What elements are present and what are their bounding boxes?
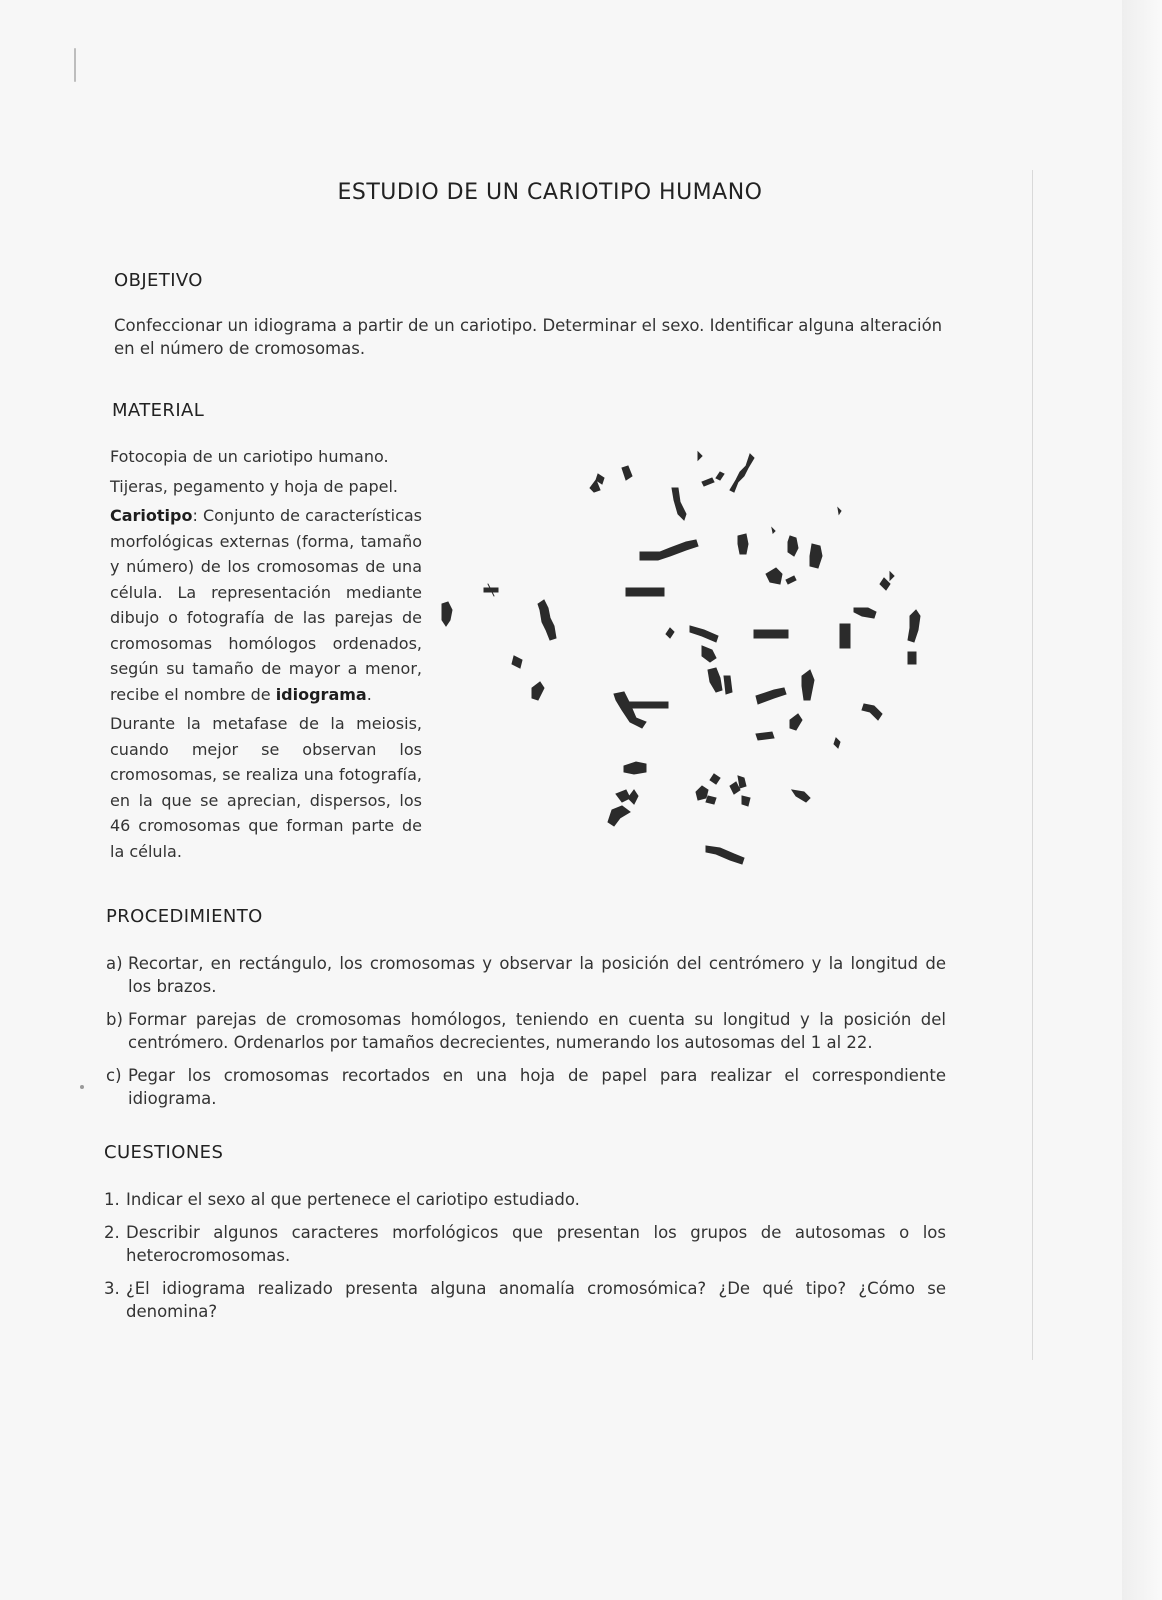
- chromosome: [862, 704, 882, 720]
- chromosome: [838, 508, 841, 514]
- chromosome: [640, 540, 698, 560]
- list-item-text: Recortar, en rectángulo, los cromosomas y observar la posición del centrómero y la longitud de los brazos.: [128, 954, 946, 996]
- chromosome: [730, 454, 754, 492]
- procedimiento-list: [106, 952, 946, 1120]
- list-marker: b): [106, 1010, 123, 1029]
- chromosome: [622, 466, 632, 480]
- list-item: [104, 1277, 946, 1323]
- chromosome: [624, 762, 646, 774]
- cuestiones-heading: CUESTIONES: [104, 1142, 224, 1163]
- chromosome: [772, 528, 775, 533]
- idiograma-term: idiograma: [275, 684, 367, 704]
- procedimiento-heading: PROCEDIMIENTO: [106, 906, 263, 927]
- list-marker: a): [106, 954, 123, 973]
- list-item-text: Formar parejas de cromosomas homólogos, teniendo en cuenta su longitud y la posición del centrómero. Ordenarlos por tamaños decrecientes, numerando los autosomas del 1 al 22.: [128, 1010, 946, 1052]
- list-marker: 3.: [104, 1279, 120, 1298]
- chromosome: [756, 732, 774, 740]
- chromosome: [706, 846, 744, 864]
- chromosome: [666, 628, 674, 638]
- chromosome: [626, 588, 664, 596]
- cariotipo-definition-text: : Conjunto de características morfológicas externas (forma, tamaño y número) de los cromosomas de una célula. La representación mediante dibujo o fotografía de las parejas de cromosomas homólogos ordenados, según su tamaño de mayor a menor, recibe el nombre de: [110, 506, 422, 704]
- material-heading: MATERIAL: [112, 400, 205, 421]
- cariotipo-definition: [110, 503, 422, 707]
- list-item: [106, 1064, 946, 1110]
- chromosome: [792, 790, 810, 802]
- page-title: ESTUDIO DE UN CARIOTIPO HUMANO: [337, 180, 763, 205]
- list-item-text: ¿El idiograma realizado presenta alguna anomalía cromosómica? ¿De qué tipo? ¿Cómo se denomina?: [126, 1279, 946, 1321]
- metafase-text: Durante la metafase de la meiosis, cuando mejor se observan los cromosomas, se realiza una fotografía, en la que se aprecian, dispersos, los 46 cromosomas que forman parte de la célula.: [110, 714, 422, 861]
- chromosome: [802, 670, 814, 700]
- chromosome: [702, 472, 724, 486]
- list-item: [106, 1008, 946, 1054]
- chromosome: [590, 474, 604, 492]
- chromosome: [614, 692, 646, 728]
- list-item-text: Indicar el sexo al que pertenece el cariotipo estudiado.: [126, 1190, 580, 1209]
- cariotipo-term: Cariotipo: [110, 506, 193, 525]
- chromosome: [532, 682, 544, 700]
- chromosome: [756, 688, 786, 704]
- paper-fold-line: [1032, 170, 1033, 1360]
- chromosome: [696, 774, 720, 804]
- paper-speck: [74, 48, 76, 82]
- material-column: [110, 444, 422, 868]
- chromosome: [788, 536, 822, 568]
- chromosome: [908, 610, 920, 664]
- chromosome: [834, 738, 840, 748]
- karyotype-photo: [440, 440, 960, 890]
- chromosome: [698, 452, 702, 460]
- chromosome: [690, 626, 718, 642]
- list-marker: c): [106, 1066, 122, 1085]
- cuestiones-list: [104, 1188, 946, 1333]
- list-item: [104, 1188, 946, 1211]
- list-marker: 2.: [104, 1223, 120, 1242]
- chromosome: [708, 668, 732, 694]
- chromosome: [880, 572, 894, 590]
- chromosome: [840, 624, 850, 648]
- cariotipo-definition-end: .: [366, 684, 372, 704]
- chromosome: [790, 714, 802, 730]
- chromosome: [672, 488, 686, 520]
- list-item: [104, 1221, 946, 1267]
- chromosome: [538, 600, 556, 640]
- chromosome: [754, 630, 788, 638]
- paper-edge: [1122, 0, 1162, 1600]
- chromosome: [608, 790, 638, 826]
- chromosome: [854, 608, 876, 618]
- list-marker: 1.: [104, 1190, 120, 1209]
- list-item: [106, 952, 946, 998]
- list-item-text: Describir algunos caracteres morfológicos que presentan los grupos de autosomas o los heterocromosomas.: [126, 1223, 946, 1265]
- material-item-fotocopia: Fotocopia de un cariotipo humano.: [110, 447, 389, 466]
- chromosome: [484, 584, 498, 596]
- chromosome: [442, 602, 452, 626]
- chromosome: [512, 656, 522, 668]
- chromosome: [702, 646, 716, 662]
- chromosome: [766, 568, 796, 584]
- list-item-text: Pegar los cromosomas recortados en una hoja de papel para realizar el correspondiente idiograma.: [128, 1066, 946, 1108]
- chromosome: [738, 534, 748, 554]
- material-item-tijeras: Tijeras, pegamento y hoja de papel.: [110, 476, 398, 496]
- paper-speck: [80, 1085, 84, 1089]
- objetivo-heading: OBJETIVO: [114, 270, 203, 291]
- objetivo-text: Confeccionar un idiograma a partir de un cariotipo. Determinar el sexo. Identificar alguna alteración en el número de cromosomas.: [114, 316, 943, 358]
- chromosome: [730, 776, 750, 806]
- chromosome: [626, 702, 668, 708]
